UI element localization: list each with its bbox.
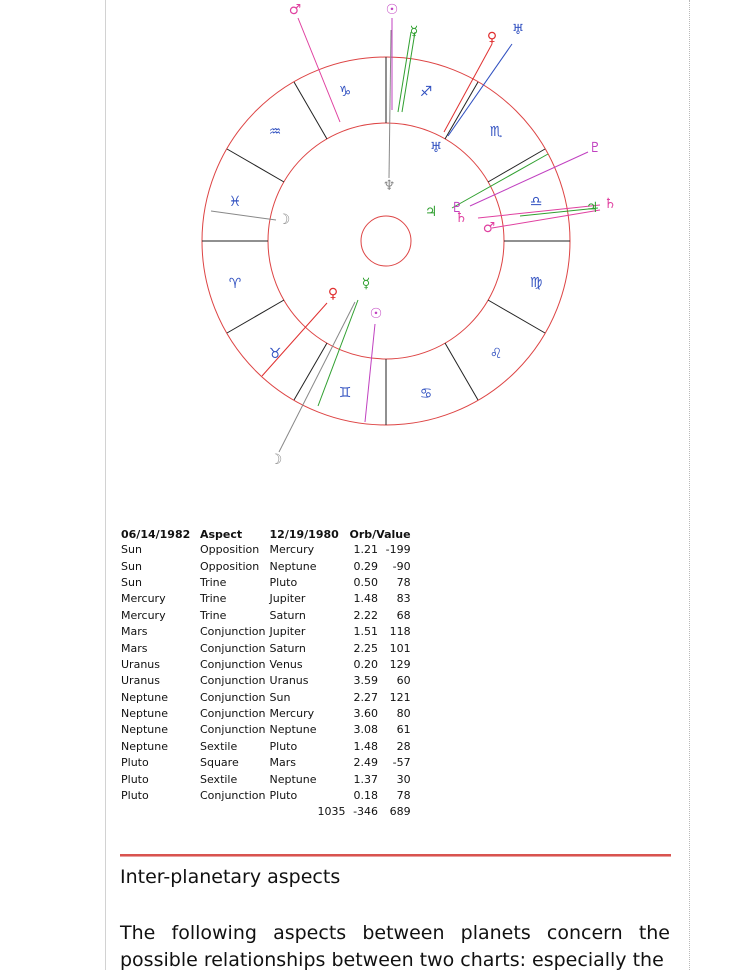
moon-glyph-inner: ☽ (277, 212, 291, 228)
orb-cell: 0.18 (353, 789, 379, 803)
jupiter-glyph-right: ♃ (585, 200, 599, 216)
sign-capricorn-glyph: ♑ (338, 84, 352, 100)
orb-cell: 3.60 (353, 707, 379, 721)
planet-1-cell: Mercury (121, 592, 166, 606)
table-row (119, 640, 413, 656)
sign-virgo-glyph: ♍ (529, 275, 543, 291)
total-3: 689 (389, 805, 411, 819)
section-divider (120, 854, 671, 857)
aspect-cell: Conjunction (200, 723, 266, 737)
divider-11 (488, 149, 545, 182)
section-heading: Inter-planetary aspects (120, 866, 341, 888)
planet-1-cell: Mars (121, 625, 148, 639)
planet-1-cell: Pluto (121, 772, 149, 786)
value-cell: 129 (389, 657, 411, 671)
sign-aries-glyph: ♈ (228, 276, 242, 292)
sun-glyph-top: ☉ (385, 2, 399, 18)
sign-leo-glyph: ♌ (489, 346, 503, 362)
divider-3 (227, 149, 284, 182)
planet-2-cell: Venus (269, 657, 303, 671)
sign-libra-glyph: ♎ (529, 194, 543, 210)
table-row (119, 706, 413, 722)
value-cell: 60 (396, 674, 411, 688)
sign-pisces-glyph: ♓ (228, 194, 242, 210)
sign-sagittarius-glyph: ♐ (419, 84, 433, 100)
header-orb-value: Orb/Value (349, 527, 411, 541)
aspect-cell: Square (200, 756, 239, 770)
orb-cell: 2.27 (353, 690, 379, 704)
venus-glyph-inner: ♀ (327, 286, 339, 302)
planet-2-cell: Pluto (269, 789, 298, 803)
table-row (119, 591, 413, 607)
planet-2-cell: Saturn (269, 608, 306, 622)
table-row (119, 755, 413, 771)
table-row (119, 558, 413, 574)
jupiter-glyph-inner: ♃ (424, 204, 438, 220)
planet-2-cell: Mercury (269, 707, 315, 721)
aspect-cell: Conjunction (200, 789, 266, 803)
section-body-text: The following aspects between planets concern the possible relationships between two charts: especially the (120, 922, 670, 971)
aspect-cell: Trine (200, 608, 227, 622)
orb-cell: 0.20 (353, 657, 379, 671)
center-circle (361, 216, 411, 266)
aspect-cell: Opposition (200, 559, 260, 573)
aspect-cell: Conjunction (200, 707, 266, 721)
line-sun-inner (365, 324, 375, 422)
planet-2-cell: Sun (269, 690, 291, 704)
aspect-cell: Conjunction (200, 625, 266, 639)
total-2: -346 (353, 805, 379, 819)
value-cell: -57 (392, 756, 411, 770)
planet-1-cell: Sun (121, 575, 142, 589)
value-cell: 83 (396, 592, 411, 606)
planet-2-cell: Mars (269, 756, 297, 770)
table-row (119, 624, 413, 640)
aspect-cell: Conjunction (200, 657, 266, 671)
table-row (119, 788, 413, 804)
aspect-cell: Trine (200, 592, 227, 606)
sun-glyph-inner: ☉ (369, 306, 383, 322)
inner-ring (268, 123, 504, 359)
line-venus-outer (444, 44, 492, 132)
uranus-glyph-top: ♅ (511, 22, 525, 38)
aspect-table (119, 526, 413, 821)
total-1: 1035 (317, 805, 346, 819)
value-cell: 30 (396, 772, 411, 786)
orb-cell: 1.37 (353, 772, 379, 786)
planet-2-cell: Neptune (269, 559, 317, 573)
planet-1-cell: Uranus (121, 657, 160, 671)
orb-cell: 2.49 (353, 756, 379, 770)
pluto-glyph-inner: ♇ (450, 200, 464, 216)
planet-2-cell: Pluto (269, 575, 298, 589)
table-row (119, 739, 413, 755)
aspect-cell: Sextile (200, 739, 238, 753)
mars-glyph-inner: ♂ (482, 220, 496, 236)
table-row (119, 657, 413, 673)
venus-glyph-top: ♀ (486, 30, 498, 46)
aspect-cell: Opposition (200, 543, 260, 557)
divider-6 (294, 343, 327, 400)
planet-2-cell: Neptune (269, 723, 317, 737)
planet-1-cell: Neptune (121, 739, 169, 753)
line-gray-top (389, 30, 391, 178)
table-row (119, 575, 413, 591)
value-cell: 118 (389, 625, 411, 639)
table-totals-row (119, 804, 413, 820)
table-row (119, 771, 413, 787)
table-row (119, 608, 413, 624)
value-cell: 28 (396, 739, 411, 753)
line-moon-inner (211, 211, 276, 220)
planet-1-cell: Sun (121, 559, 142, 573)
house-dividers (202, 57, 570, 425)
value-cell: 68 (396, 608, 411, 622)
orb-cell: 2.25 (353, 641, 379, 655)
sign-aquarius-glyph: ♒ (268, 124, 282, 140)
divider-8 (445, 343, 478, 400)
header-date-1: 06/14/1982 (121, 527, 191, 541)
table-row (119, 673, 413, 689)
planet-1-cell: Pluto (121, 789, 149, 803)
table-header-row (119, 526, 413, 542)
divider-9 (488, 300, 545, 333)
value-cell: 78 (396, 575, 411, 589)
table-row (119, 690, 413, 706)
header-date-2: 12/19/1980 (269, 527, 339, 541)
aspect-cell: Sextile (200, 772, 238, 786)
orb-cell: 3.08 (353, 723, 379, 737)
pluto-glyph-right: ♇ (588, 140, 602, 156)
line-mars-outer (298, 18, 340, 122)
saturn-glyph-right: ♄ (603, 196, 617, 212)
aspect-cell: Conjunction (200, 641, 266, 655)
planet-1-cell: Mars (121, 641, 148, 655)
planet-1-cell: Uranus (121, 674, 160, 688)
aspect-cell: Conjunction (200, 674, 266, 688)
line-moon-outer (279, 302, 355, 452)
table-row (119, 722, 413, 738)
planet-1-cell: Neptune (121, 690, 169, 704)
orb-cell: 0.50 (353, 575, 379, 589)
sign-cancer-glyph: ♋ (419, 386, 433, 402)
planet-2-cell: Neptune (269, 772, 317, 786)
value-cell: 80 (396, 707, 411, 721)
planet-1-cell: Neptune (121, 723, 169, 737)
planet-1-cell: Neptune (121, 707, 169, 721)
mars-glyph-top: ♂ (288, 2, 302, 18)
divider-12 (445, 82, 478, 139)
header-aspect: Aspect (200, 527, 243, 541)
sign-scorpio-glyph: ♏ (489, 124, 503, 140)
value-cell: 101 (389, 641, 411, 655)
table-row (119, 542, 413, 558)
neptune-glyph-inner: ♆ (382, 178, 396, 194)
planet-1-cell: Sun (121, 543, 142, 557)
orb-cell: 1.48 (353, 592, 379, 606)
value-cell: 61 (396, 723, 411, 737)
line-merc-outer-b (398, 32, 411, 112)
planet-2-cell: Uranus (269, 674, 309, 688)
value-cell: 78 (396, 789, 411, 803)
uranus-glyph-inner: ♅ (429, 140, 443, 156)
orb-cell: 1.21 (353, 543, 379, 557)
planet-2-cell: Mercury (269, 543, 315, 557)
orb-cell: 2.22 (353, 608, 379, 622)
line-uranus-outer (448, 44, 512, 136)
synastry-chart-wheel (196, 0, 617, 480)
planet-2-cell: Jupiter (269, 592, 306, 606)
aspect-cell: Conjunction (200, 690, 266, 704)
orb-cell: 0.29 (353, 559, 379, 573)
planet-2-cell: Jupiter (269, 625, 306, 639)
aspect-cell: Trine (200, 575, 227, 589)
mercury-glyph-inner: ☿ (361, 276, 371, 292)
moon-glyph-bottom: ☽ (269, 452, 283, 468)
planet-1-cell: Pluto (121, 756, 149, 770)
saturn-glyph-inner: ♄ (454, 210, 468, 226)
divider-5 (227, 300, 284, 333)
planet-2-cell: Saturn (269, 641, 306, 655)
planet-1-cell: Mercury (121, 608, 166, 622)
value-cell: -90 (392, 559, 411, 573)
orb-cell: 3.59 (353, 674, 379, 688)
value-cell: 121 (389, 690, 411, 704)
line-venus-inner (262, 303, 327, 376)
value-cell: -199 (385, 543, 411, 557)
divider-2 (294, 82, 327, 139)
mercury-glyph-top: ☿ (409, 24, 419, 40)
sign-taurus-glyph: ♉ (268, 346, 282, 362)
planet-2-cell: Pluto (269, 739, 298, 753)
orb-cell: 1.48 (353, 739, 379, 753)
sign-gemini-glyph: ♊ (338, 385, 352, 401)
orb-cell: 1.51 (353, 625, 379, 639)
line-merc-outer-a (402, 32, 415, 112)
